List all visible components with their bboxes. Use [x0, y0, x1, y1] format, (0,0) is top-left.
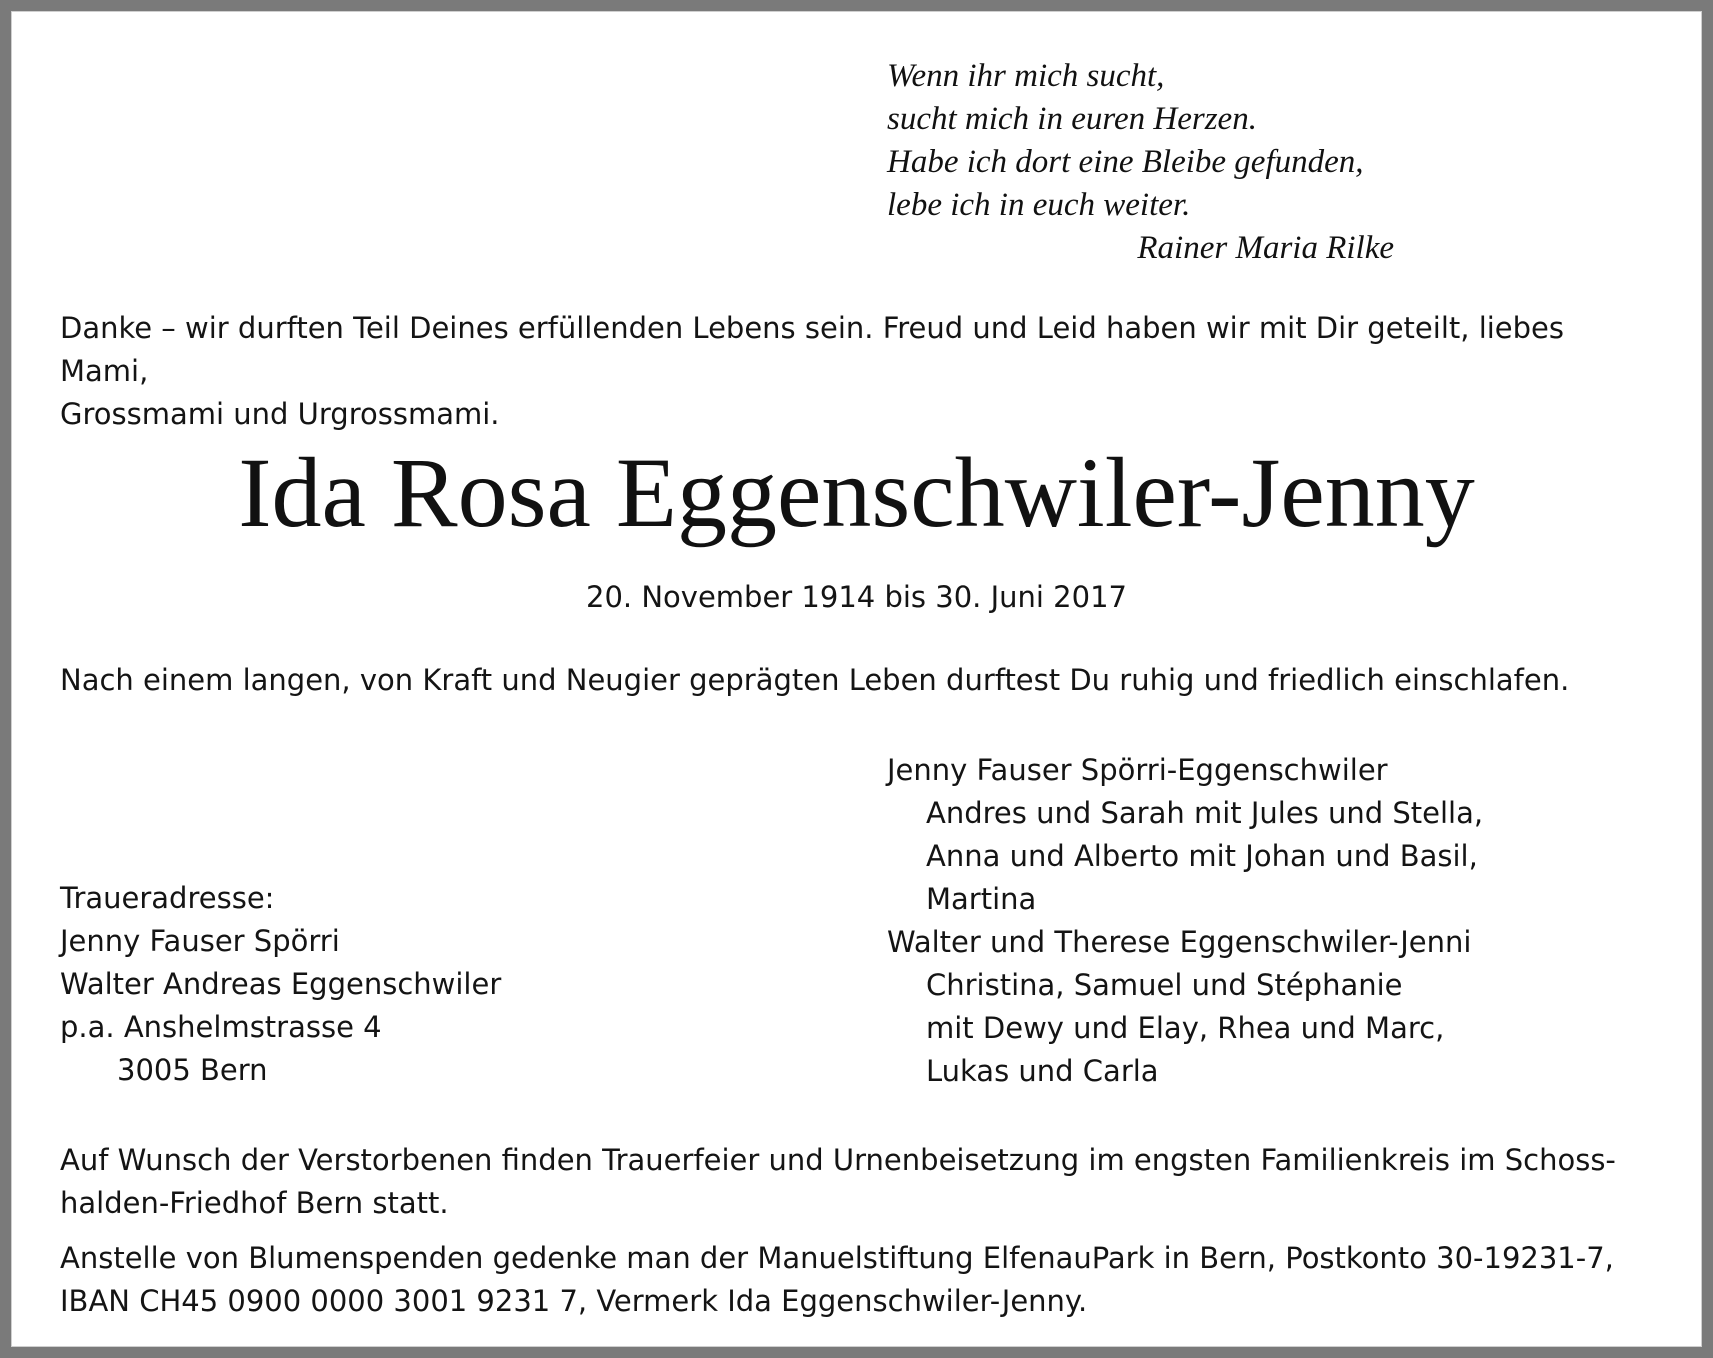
life-dates: 20. November 1914 bis 30. Juni 2017 — [586, 580, 1127, 614]
poem-author: Rainer Maria Rilke — [1137, 230, 1394, 266]
family-member: Christina, Samuel und Stéphanie — [926, 968, 1403, 1002]
donation-line: Anstelle von Blumenspenden gedenke man der Manuelstiftung ElfenauPark in Bern, Postkonto 30-19231-7, — [60, 1241, 1614, 1275]
family-member: Jenny Fauser Spörri-Eggenschwiler — [887, 753, 1388, 787]
family-member: Lukas und Carla — [926, 1054, 1159, 1088]
family-member: mit Dewy und Elay, Rhea und Marc, — [926, 1011, 1445, 1045]
family-member: Anna und Alberto mit Johan und Basil, — [926, 839, 1478, 873]
peaceful-text: Nach einem langen, von Kraft und Neugier geprägten Leben durftest Du ruhig und friedlich einschlafen. — [60, 663, 1570, 697]
address-line: Jenny Fauser Spörri — [60, 924, 340, 958]
thanks-line: Danke – wir durften Teil Deines erfüllenden Lebens sein. Freud und Leid haben wir mit Dir geteilt, liebes Mami, — [60, 311, 1565, 388]
poem-line: Wenn ihr mich sucht, — [887, 58, 1165, 94]
ceremony-paragraph — [60, 1139, 1616, 1225]
family-member: Martina — [926, 882, 1037, 916]
poem-line: Habe ich dort eine Bleibe gefunden, — [887, 144, 1364, 180]
thanks-paragraph — [60, 307, 1660, 436]
address-line: Walter Andreas Eggenschwiler — [60, 967, 502, 1001]
thanks-line: Grossmami und Urgrossmami. — [60, 397, 500, 431]
poem-line: lebe ich in euch weiter. — [887, 187, 1191, 223]
address-line: 3005 Bern — [117, 1053, 268, 1087]
ceremony-line: halden-Friedhof Bern statt. — [60, 1186, 449, 1220]
ceremony-line: Auf Wunsch der Verstorbenen finden Trauerfeier und Urnenbeisetzung im engsten Familienkreis im Schoss- — [60, 1143, 1616, 1177]
deceased-name: Ida Rosa Eggenschwiler-Jenny — [238, 437, 1475, 548]
donation-paragraph — [60, 1237, 1614, 1323]
donation-line: IBAN CH45 0900 0000 3001 9231 7, Vermerk Ida Eggenschwiler-Jenny. — [60, 1284, 1088, 1318]
poem-quote — [887, 55, 1407, 270]
address-label: Traueradresse: — [60, 881, 275, 915]
address-line: p.a. Anshelmstrasse 4 — [60, 1010, 382, 1044]
family-member: Andres und Sarah mit Jules und Stella, — [926, 796, 1484, 830]
mourning-address — [60, 877, 501, 1092]
poem-line: sucht mich in euren Herzen. — [887, 101, 1257, 137]
obituary-notice — [11, 11, 1702, 1347]
family-member: Walter und Therese Eggenschwiler-Jenni — [887, 925, 1472, 959]
family-list — [887, 749, 1483, 1093]
